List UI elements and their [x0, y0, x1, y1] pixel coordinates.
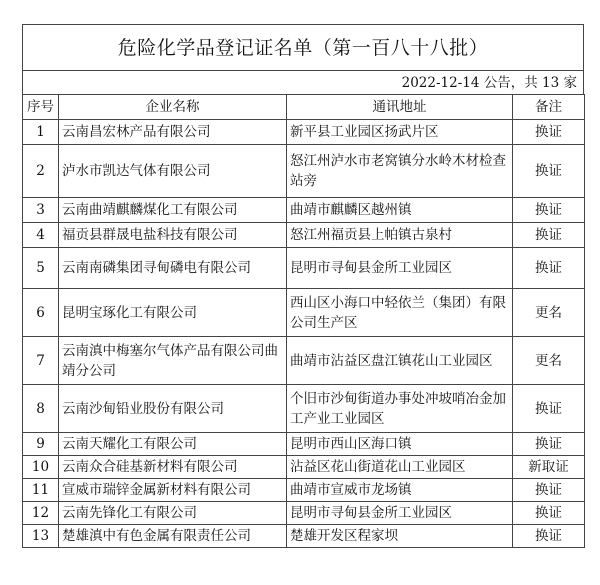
- remark: 换证: [513, 433, 585, 456]
- column-header-note: 备注: [513, 95, 585, 120]
- row-number: 7: [23, 337, 59, 385]
- company-table: [22, 94, 585, 548]
- row-number: 3: [23, 198, 59, 223]
- company-name: 楚雄滇中有色金属有限责任公司: [59, 525, 287, 548]
- row-number: 1: [23, 120, 59, 145]
- company-name: 云南昌宏林产品有限公司: [59, 120, 287, 145]
- announcement-date-count: 2022-12-14 公告，共 13 家: [22, 70, 584, 94]
- column-header-no: 序号: [23, 95, 59, 120]
- company-name: 云南南磷集团寻甸磷电有限公司: [59, 248, 287, 289]
- table-row: [23, 479, 585, 502]
- table-row: [23, 433, 585, 456]
- row-number: 12: [23, 502, 59, 525]
- company-name: 福贡县群晟电盐科技有限公司: [59, 223, 287, 248]
- row-number: 4: [23, 223, 59, 248]
- remark: 更名: [513, 337, 585, 385]
- company-name: 云南天耀化工有限公司: [59, 433, 287, 456]
- company-name: 云南先锋化工有限公司: [59, 502, 287, 525]
- company-address: 楚雄开发区程家坝: [287, 525, 513, 548]
- remark: 换证: [513, 525, 585, 548]
- table-row: [23, 456, 585, 479]
- table-row: [23, 525, 585, 548]
- company-address: 沾益区花山街道花山工业园区: [287, 456, 513, 479]
- table-row: [23, 248, 585, 289]
- row-number: 13: [23, 525, 59, 548]
- company-address: 新平县工业园区扬武片区: [287, 120, 513, 145]
- remark: 换证: [513, 120, 585, 145]
- table-row: [23, 289, 585, 337]
- company-name: 云南沙甸铅业股份有限公司: [59, 385, 287, 433]
- remark: 换证: [513, 198, 585, 223]
- remark: 换证: [513, 223, 585, 248]
- company-name: 云南曲靖麒麟煤化工有限公司: [59, 198, 287, 223]
- company-address: 昆明市寻甸县金所工业园区: [287, 502, 513, 525]
- table-row: [23, 120, 585, 145]
- table-row: [23, 502, 585, 525]
- company-address: 曲靖市麒麟区越州镇: [287, 198, 513, 223]
- row-number: 11: [23, 479, 59, 502]
- company-address: 西山区小海口中轻依兰（集团）有限公司生产区: [287, 289, 513, 337]
- table-row: [23, 385, 585, 433]
- company-address: 昆明市西山区海口镇: [287, 433, 513, 456]
- company-address: 怒江州泸水市老窝镇分水岭木材检查站旁: [287, 145, 513, 198]
- table-row: [23, 145, 585, 198]
- remark: 更名: [513, 289, 585, 337]
- row-number: 2: [23, 145, 59, 198]
- document-title: 危险化学品登记证名单（第一百八十八批）: [22, 24, 584, 70]
- company-address: 昆明市寻甸县金所工业园区: [287, 248, 513, 289]
- company-address: 曲靖市宣威市龙场镇: [287, 479, 513, 502]
- row-number: 9: [23, 433, 59, 456]
- registration-list-document: [22, 24, 584, 548]
- remark: 换证: [513, 479, 585, 502]
- column-header-company: 企业名称: [59, 95, 287, 120]
- company-name: 宣威市瑞锌金属新材料有限公司: [59, 479, 287, 502]
- company-name: 昆明宝琢化工有限公司: [59, 289, 287, 337]
- remark: 换证: [513, 248, 585, 289]
- company-address: 个旧市沙甸街道办事处冲坡哨冶金加工产业工业园区: [287, 385, 513, 433]
- remark: 新取证: [513, 456, 585, 479]
- company-name: 云南众合硅基新材料有限公司: [59, 456, 287, 479]
- row-number: 10: [23, 456, 59, 479]
- remark: 换证: [513, 502, 585, 525]
- company-address: 怒江州福贡县上帕镇古泉村: [287, 223, 513, 248]
- row-number: 5: [23, 248, 59, 289]
- table-header-row: [23, 95, 585, 120]
- table-row: [23, 223, 585, 248]
- remark: 换证: [513, 385, 585, 433]
- company-name: 泸水市凯达气体有限公司: [59, 145, 287, 198]
- company-name: 云南滇中梅塞尔气体产品有限公司曲靖分公司: [59, 337, 287, 385]
- remark: 换证: [513, 145, 585, 198]
- company-address: 曲靖市沾益区盘江镇花山工业园区: [287, 337, 513, 385]
- table-row: [23, 337, 585, 385]
- table-row: [23, 198, 585, 223]
- row-number: 6: [23, 289, 59, 337]
- column-header-address: 通讯地址: [287, 95, 513, 120]
- row-number: 8: [23, 385, 59, 433]
